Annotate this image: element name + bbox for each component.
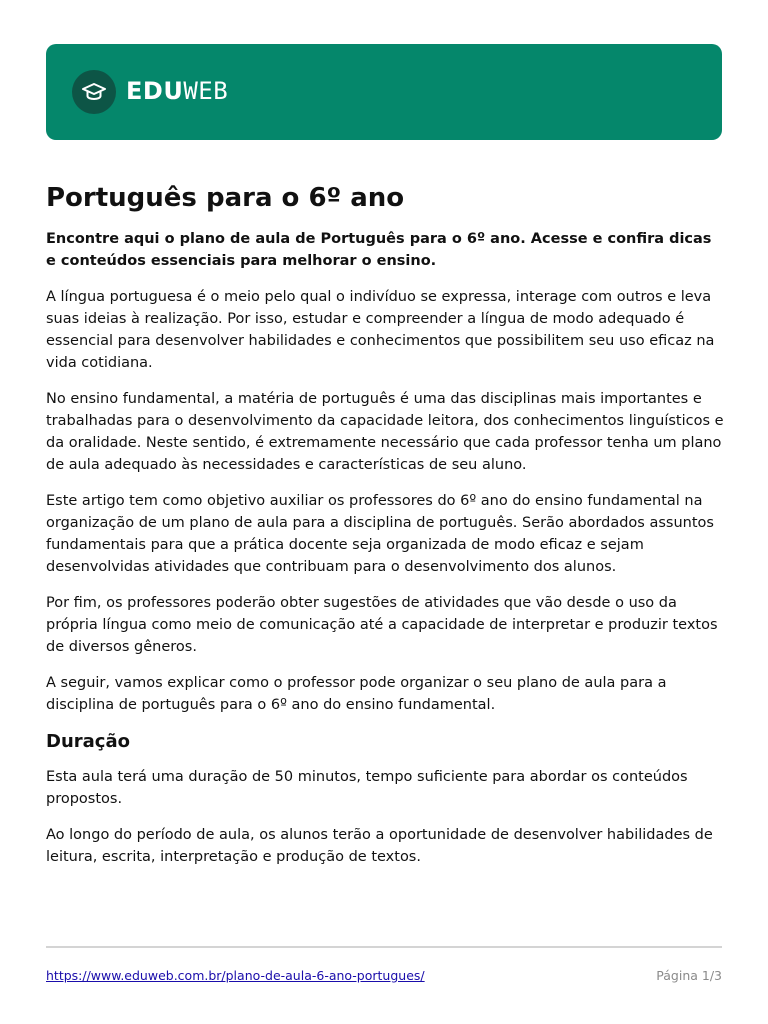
article-lead: Encontre aqui o plano de aula de Português para o 6º ano. Acesse e confira dicas e conteúdos essenciais para melhorar o ensino. (46, 231, 712, 269)
brand-logo[interactable] (126, 77, 228, 105)
article-content (46, 176, 726, 868)
paragraph-1: A língua portuguesa é o meio pelo qual o indivíduo se expressa, interage com outros e leva suas ideias à realização. Por isso, estudar e compreender a língua de modo adequado é essencial para desenvolver habilidades e conhecimentos que possibilitem seu uso eficaz na vida cotidiana. (46, 289, 715, 371)
section-paragraph-1: Esta aula terá uma duração de 50 minutos, tempo suficiente para abordar os conteúdos propostos. (46, 769, 688, 807)
page-title: Português para o 6º ano (46, 183, 405, 213)
graduation-cap-icon (82, 82, 106, 102)
section-heading-duracao: Duração (46, 731, 130, 752)
section-paragraph-2: Ao longo do período de aula, os alunos terão a oportunidade de desenvolver habilidades de leitura, escrita, interpretação e produção de textos. (46, 827, 713, 865)
page-number: Página 1/3 (656, 968, 722, 983)
footer-divider (46, 946, 722, 948)
paragraph-3: Este artigo tem como objetivo auxiliar os professores do 6º ano do ensino fundamental na organização de um plano de aula para a disciplina de português. Serão abordados assuntos fundamentais para que a prática docente seja organizada de modo eficaz e sejam desenvolvidas atividades que contribuam para o desenvolvimento dos alunos. (46, 493, 714, 575)
paragraph-5: A seguir, vamos explicar como o professor pode organizar o seu plano de aula para a disciplina de português para o 6º ano do ensino fundamental. (46, 675, 667, 713)
paragraph-4: Por fim, os professores poderão obter sugestões de atividades que vão desde o uso da própria língua como meio de comunicação até a capacidade de interpretar e produzir textos de diversos gêneros. (46, 595, 718, 655)
paragraph-2: No ensino fundamental, a matéria de português é uma das disciplinas mais importantes e trabalhadas para o desenvolvimento da capacidade leitora, dos conhecimentos linguísticos e da oralidade. Neste sentido, é extremamente necessário que cada professor tenha um plano de aula adequado às necessidades e características de seu aluno. (46, 391, 724, 473)
footer-source-link[interactable]: https://www.eduweb.com.br/plano-de-aula-6-ano-portugues/ (46, 968, 425, 983)
logo-badge[interactable] (72, 70, 116, 114)
brand-light: WEB (183, 77, 229, 105)
brand-strong: EDU (126, 77, 184, 105)
site-header (46, 44, 722, 140)
